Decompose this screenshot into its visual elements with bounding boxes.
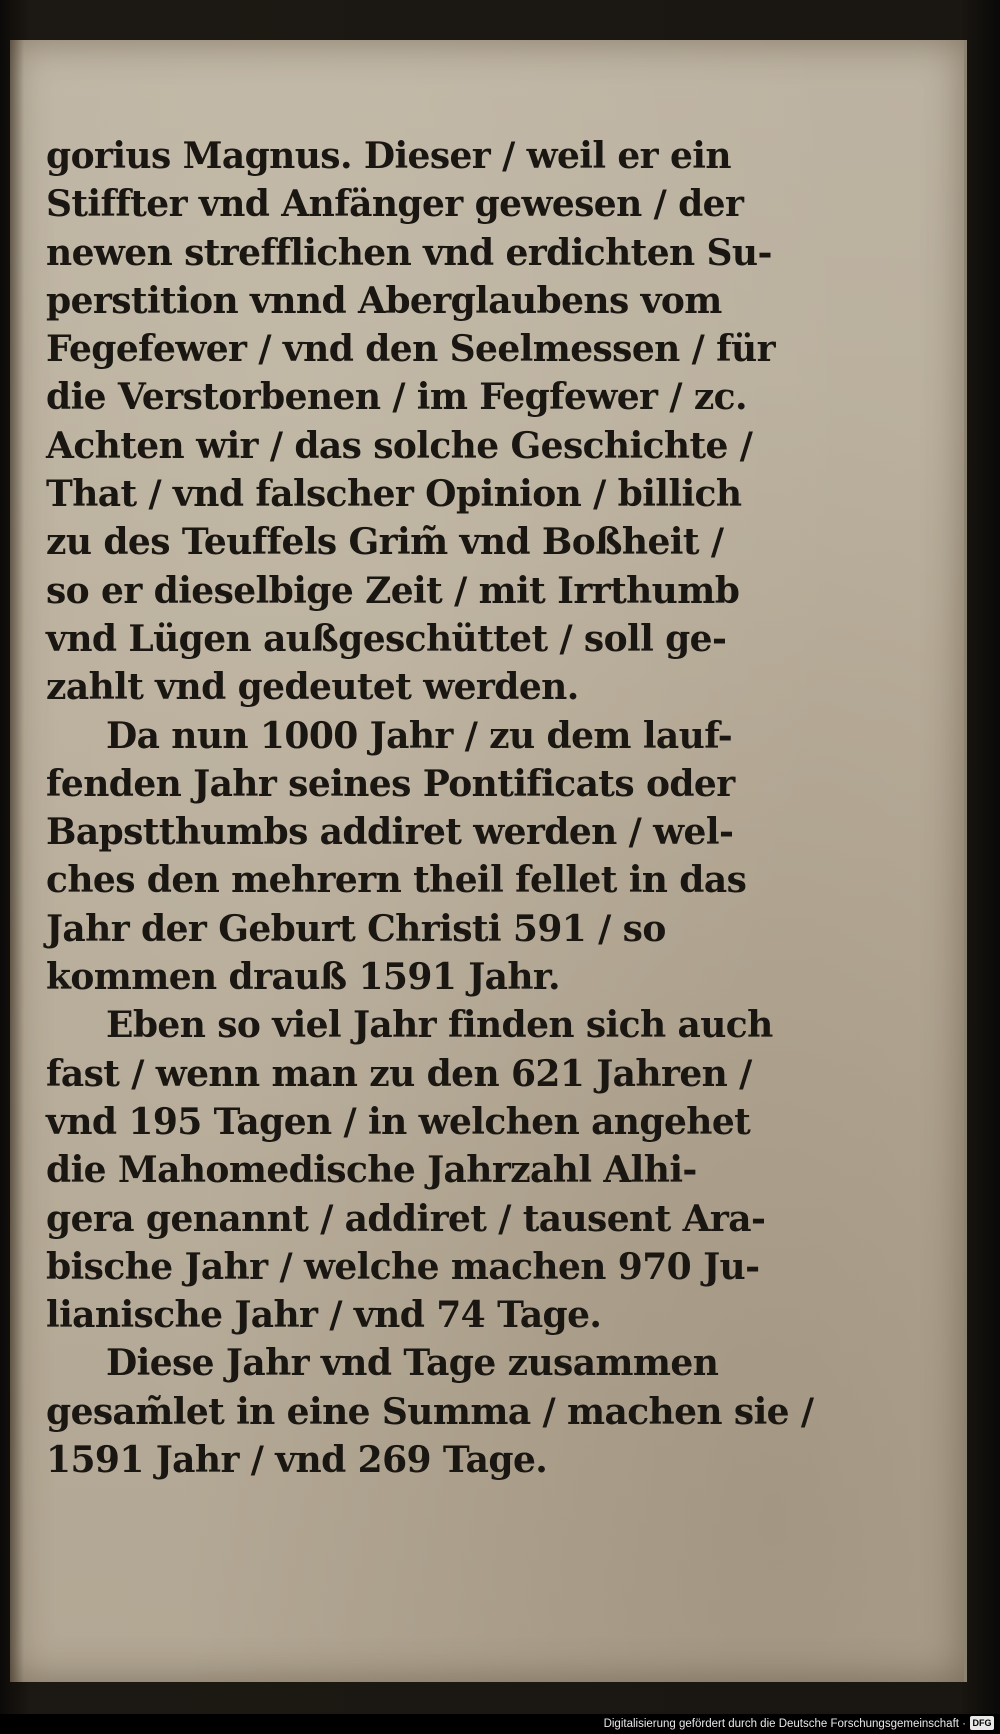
paragraph-start-line: Da nun 1000 Jahr / zu dem lauf- <box>106 714 733 757</box>
text-line: fast / wenn man zu den 621 Jahren / <box>46 1052 752 1095</box>
text-line: fenden Jahr seines Pontificats oder <box>46 762 735 805</box>
text-line: die Mahomedische Jahrzahl Alhi- <box>46 1149 697 1192</box>
paragraph-start-line: Diese Jahr vnd Tage zusammen <box>106 1342 719 1385</box>
text-line: newen strefflichen vnd erdichten Su- <box>46 231 772 274</box>
text-line: lianische Jahr / vnd 74 Tage. <box>46 1294 602 1337</box>
text-line: ches den mehrern theil fellet in das <box>46 859 747 902</box>
text-line: Stiffter vnd Anfänger gewesen / der <box>46 183 744 226</box>
text-line: gorius Magnus. Dieser / weil er ein <box>46 135 731 177</box>
page-text <box>46 132 814 1484</box>
text-line: Jahr der Geburt Christi 591 / so <box>46 907 666 950</box>
text-line: vnd Lügen außgeschüttet / soll ge- <box>46 617 727 660</box>
digitization-credit-bar <box>0 1714 1000 1734</box>
text-line: 1591 Jahr / vnd 269 Tage. <box>46 1439 548 1482</box>
text-line: Achten wir / das solche Geschichte / <box>46 424 753 467</box>
text-line: vnd 195 Tagen / in welchen angehet <box>46 1100 751 1143</box>
text-line: bische Jahr / welche machen 970 Ju- <box>46 1245 760 1288</box>
text-line: zu des Teuffels Grim̃ vnd Boßheit / <box>46 521 724 564</box>
page-gutter-shadow <box>10 40 24 1682</box>
text-line: gesam̃let in eine Summa / machen sie / <box>46 1390 814 1433</box>
paragraph-start-line: Eben so viel Jahr finden sich auch <box>106 1004 773 1047</box>
text-line: so er dieselbige Zeit / mit Irrthumb <box>46 569 740 612</box>
text-line: Bapstthumbs addiret werden / wel- <box>46 811 734 854</box>
text-line: die Verstorbenen / im Fegfewer / zc. <box>46 376 747 419</box>
dfg-logo-icon: DFG <box>970 1716 994 1730</box>
text-line: zahlt vnd gedeutet werden. <box>46 666 579 709</box>
text-line: perstition vnnd Aberglaubens vom <box>46 279 722 322</box>
book-page <box>10 40 967 1682</box>
text-line: kommen drauß 1591 Jahr. <box>46 956 560 999</box>
text-line: gera genannt / addiret / tausent Ara- <box>46 1197 766 1240</box>
funding-credit: Digitalisierung gefördert durch die Deutsche Forschungsgemeinschaft · <box>603 1718 966 1730</box>
text-line: That / vnd falscher Opinion / billich <box>46 473 742 516</box>
text-line: Fegefewer / vnd den Seelmessen / für <box>46 328 775 371</box>
